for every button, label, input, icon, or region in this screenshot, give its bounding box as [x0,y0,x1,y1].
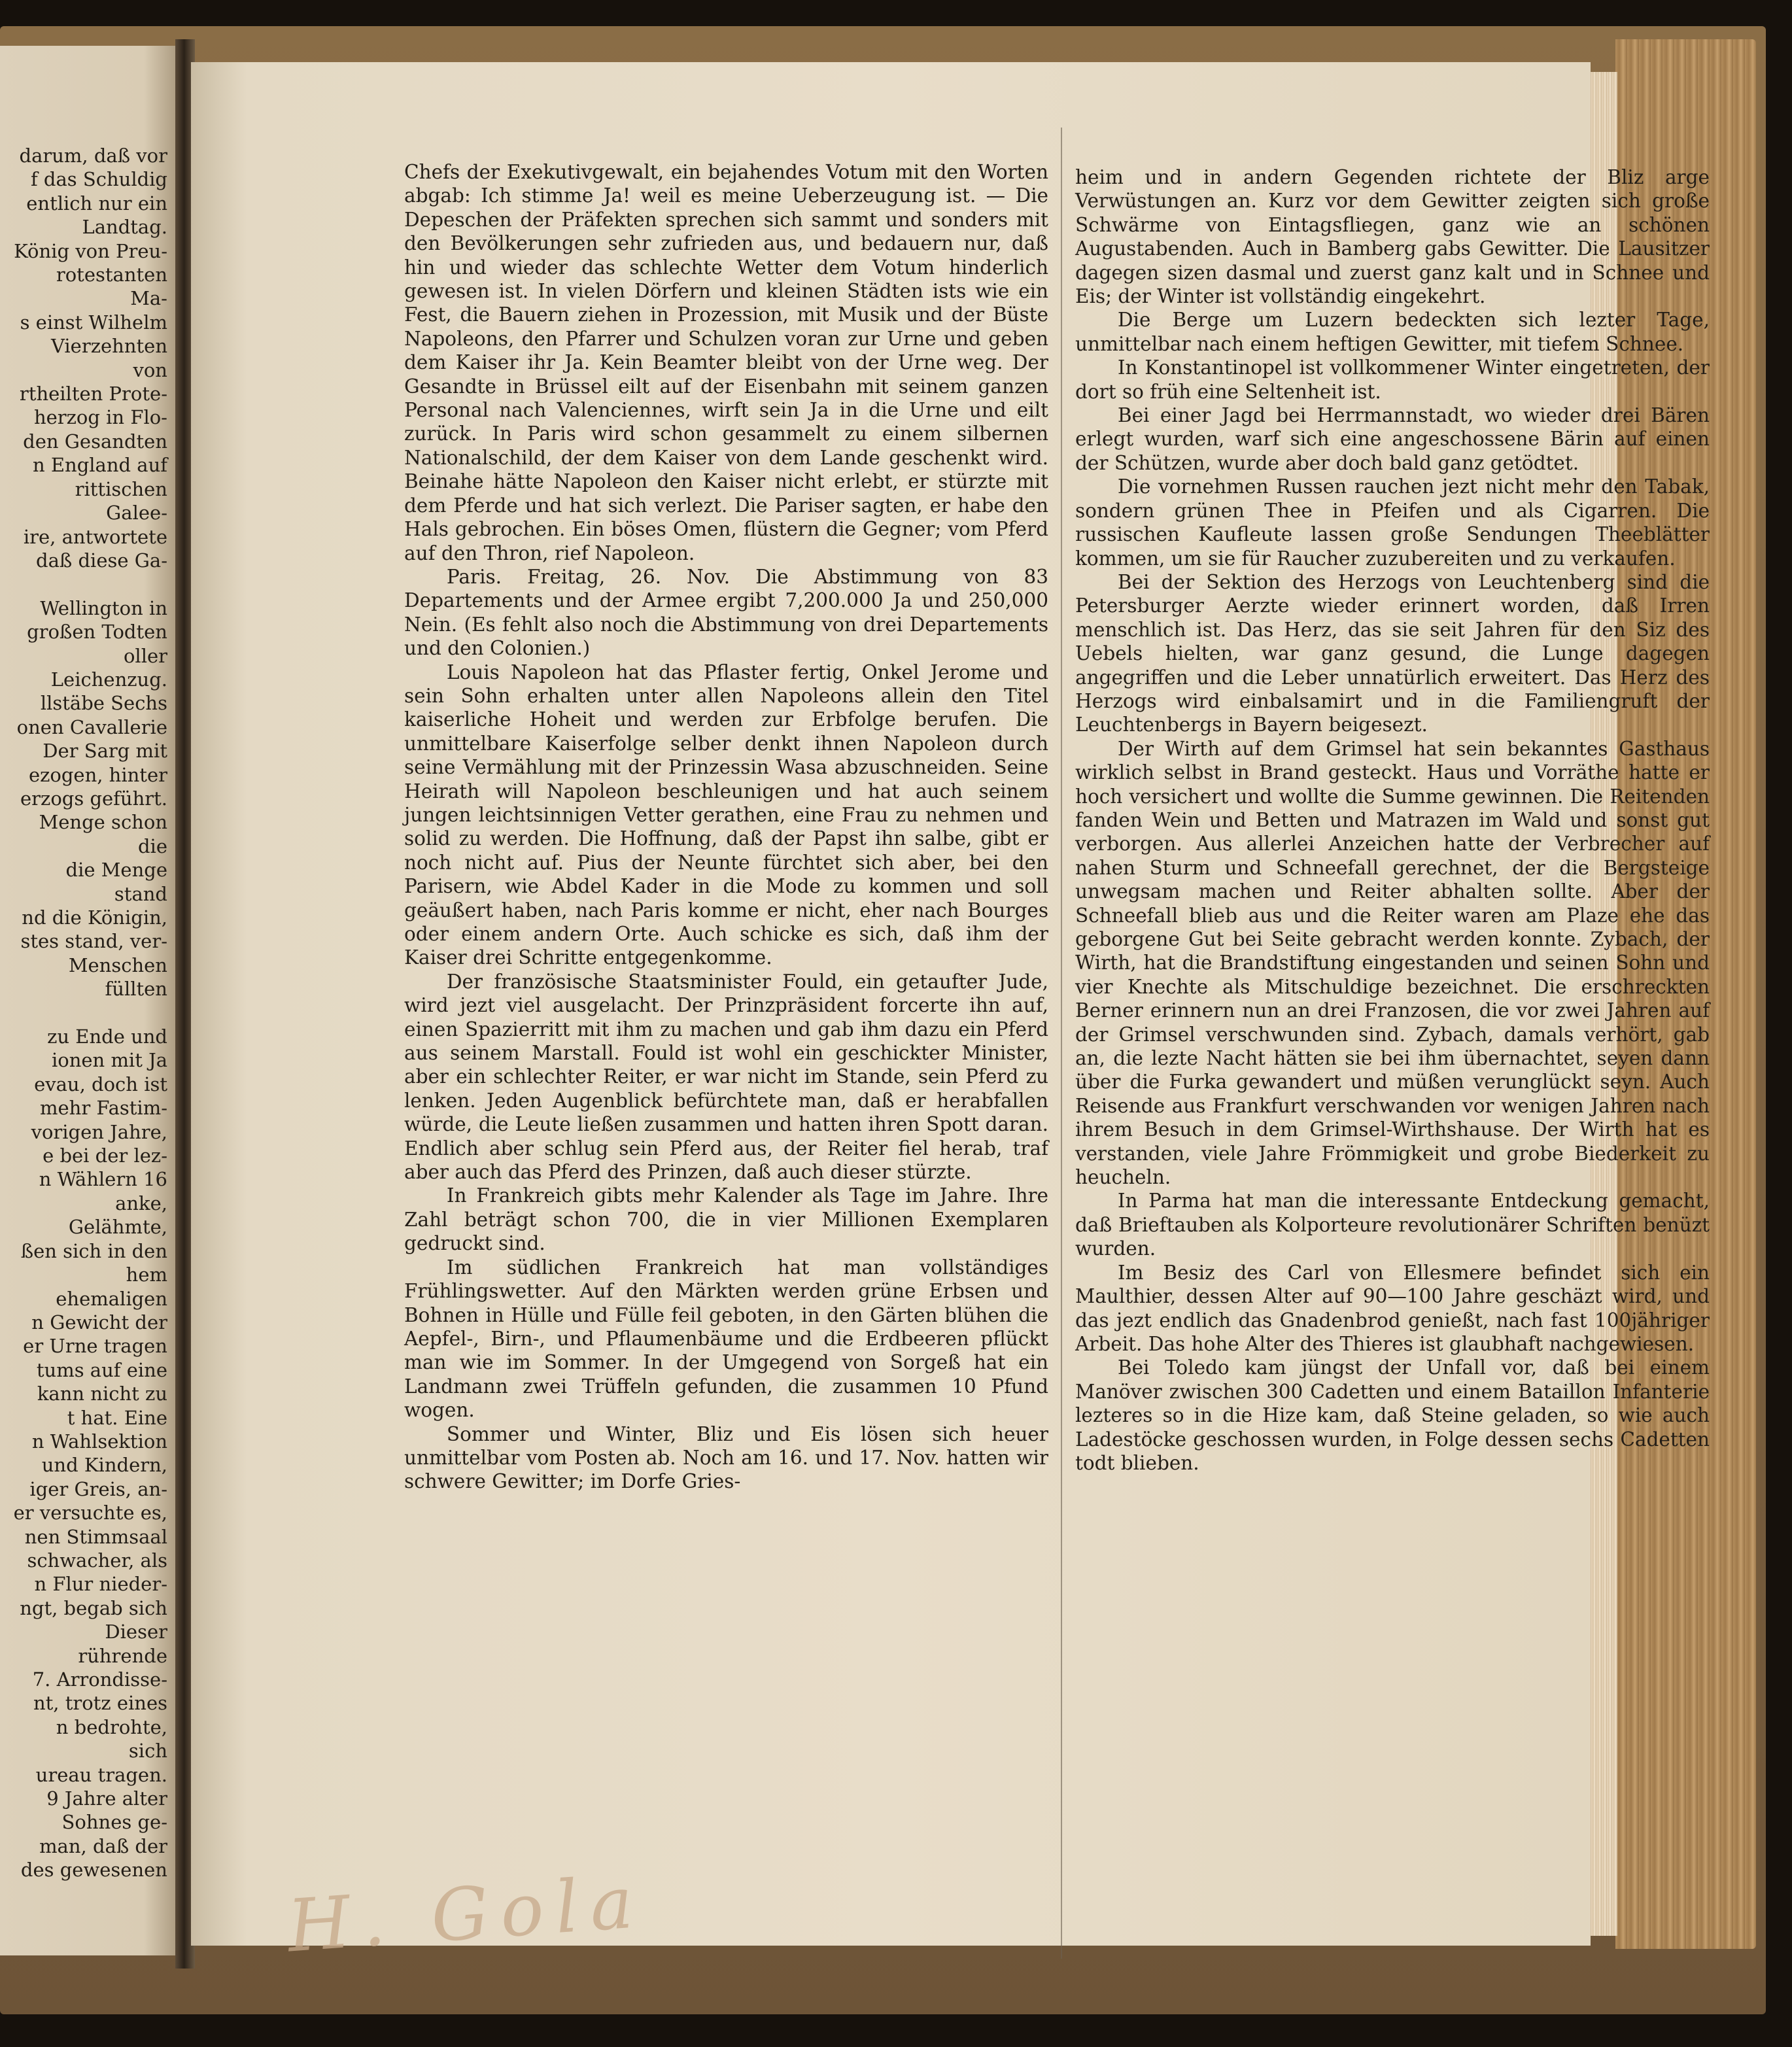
fragment-line: ßen sich in den [20,1239,167,1262]
right-page [191,62,1710,1946]
fragment-line: iger Greis, an- [29,1477,167,1500]
fragment-line: n Gewicht der [31,1311,167,1333]
fragment-line: die Menge stand [65,859,167,905]
fragment-line: n Wählern 16 [39,1168,167,1191]
ink-stamp: H. Gola [284,1859,647,1969]
article-paragraph: Der französische Staatsminister Fould, ein getaufter Jude, wird jezt viel ausgelacht. Der Prinzpräsident forcerte ihn auf, einen Spazierritt mit ihm zu machen und gab ihm dazu ein Pferd aus seinem Marstall. Fould ist wohl ein geschickter Minister, aber ein schlechter Reiter, er war nicht im Stande, sein Pferd zu lenken. Jeden Augenblick befürchtete man, daß er herabfallen würde, die Leute ließen zusammen und hatten ihren Spott daran. Endlich aber schlug sein Pferd aus, der Reiter fiel herab, traf aber auch das Pferd des Prinzen, daß auch dieser stürzte. [404,970,1048,1184]
fragment-line: kann nicht zu [37,1383,167,1405]
fragment-line: König von Preu- [14,239,167,262]
article-paragraph: Chefs der Exekutivgewalt, ein bejahendes Votum mit den Worten abgab: Ich stimme Ja! weil es meine Ueberzeugung ist. — Die Depeschen der Präfekten sprechen sich sammt und sonders mit den Bevölkerungen sehr zufrieden aus, und bedauern nur, daß hin und wieder das schlechte Wetter dem Votum hinderlich gewesen ist. In vielen Dörfern und kleinen Städten ists wie ein Fest, die Bauern ziehen in Prozession, mit Musik und der Büste Napoleons, den Pfarrer und Schulzen voran zur Urne und geben dem Kaiser ihr Ja. Kein Beamter bleibt von der Urne weg. Der Gesandte in Brüssel eilt auf der Eisenbahn mit seinem ganzen Personal nach Valenciennes, wirft sein Ja in die Urne und eilt zurück. In Paris wird schon gesammelt zu einem silbernen Nationalschild, der dem Kaiser von dem Lande geschenkt wird. Beinahe hätte Napoleon den Kaiser nicht erlebt, er stürzte mit dem Pferde und hat sich verlezt. Die Pariser sagten, er habe den Hals gebrochen. Ein böses Omen, flüstern die Gegner; vom Pferd auf den Thron, rief Napoleon. [404,161,1048,564]
fragment-line: n Wahlsektion [31,1430,167,1453]
article-paragraph: Im Besiz des Carl von Ellesmere befindet sich ein Maulthier, dessen Alter auf 90—100 Jahre geschäzt wird, und das jezt endlich das Gnadenbrod genießt, nach fast 100jähriger Arbeit. Das hohe Alter des Thieres ist glaubhaft nachgewiesen. [1075,1261,1710,1355]
article-paragraph: Sommer und Winter, Bliz und Eis lösen sich heuer unmittelbar vom Posten ab. Noch am 16. und 17. Nov. hatten wir schwere Gewitter; im Dorfe Gries- [404,1422,1048,1493]
fragment-line: Vierzehnten von [50,335,167,381]
fragment-line: herzog in Flo- [33,406,167,429]
article-paragraph: In Konstantinopel ist vollkommener Winter eingetreten, der dort so früh eine Seltenheit ist. [1075,356,1710,403]
fragment-line: Wellington in [40,596,167,619]
fragment-line: rotestanten Ma- [56,264,167,310]
article-paragraph: Bei der Sektion des Herzogs von Leuchtenberg sind die Petersburger Aerzte wieder erinnert worden, daß Irren menschlich ist. Das Herz, das sie seit Jahren für den Siz des Uebels hielten, war ganz gesund, die Lunge dagegen angegriffen und die Leber unnatürlich erweitert. Das Herz des Herzogs wird einbalsamirt und in die Familiengruft der Leuchtenbergs in Bayern beigesezt. [1075,570,1710,736]
fragment-line: oller Leichenzug. [50,644,167,691]
fragment-line: er Urne tragen [23,1335,167,1358]
fragment-line: darum, daß vor [19,145,167,167]
column-divider [1061,128,1062,1959]
fragment-line: nen Stimmsaal [24,1525,167,1548]
fragment-line: rittischen Galee- [75,477,167,525]
article-paragraph: Der Wirth auf dem Grimsel hat sein bekanntes Gasthaus wirklich selbst in Brand gesteckt. Haus und Vorräthe hatte er hoch versichert und wollte die Summe gewinnen. Die Reitenden fanden Wein und Betten und Matrazen im Wald und sonst gut verborgen. Aus allerlei Anzeichen hatte der Verbrecher auf nahen Sturm und Schneefall gerechnet, der die Bergsteige unwegsam machen und Reiter abhalten sollte. Aber der Schneefall blieb aus und die Reiter waren am Plaze ehe das geborgene Gut bei Seite gebracht werden konnte. Zybach, der Wirth, hat die Brandstiftung eingestanden und seinen Sohn und vier Knechte als Mitschuldige bezeichnet. Die erschreckten Berner erinnern nun an drei Franzosen, die vor zwei Jahren auf der Grimsel verschwunden sind. Zybach, damals verhört, gab an, die lezte Nacht hätten sie bei ihm übernachtet, seyen dann über die Furka gewandert und müßen verunglückt seyn. Auch Reisende aus Frankfurt verschwanden vor wenigen Jahren nach ihrem Besuch in dem Grimsel-Wirthshause. Der Wirth hat es verstanden, viele Jahre Frömmigkeit und grobe Biederkeit zu heucheln. [1075,737,1710,1189]
fragment-line: des gewesenen [20,1859,167,1882]
fragment-line [13,1001,167,1025]
fragment-line: er versuchte es, [13,1502,167,1524]
fragment-line: entlich nur ein [26,192,167,215]
article-paragraph: Die vornehmen Russen rauchen jezt nicht mehr den Tabak, sondern grünen Thee in Pfeifen und als Cigarren. Die russischen Kaufleute lassen große Sendungen Theeblätter kommen, um sie für Raucher zuzubereiten und zu verkaufen. [1075,475,1710,570]
fragment-line: Landtag. [82,216,167,239]
fragment-line: onen Cavallerie [16,715,167,738]
fragment-line: ngt, begab sich [20,1596,167,1619]
article-paragraph: Im südlichen Frankreich hat man vollständiges Frühlingswetter. Auf den Märkten werden grüne Erbsen und Bohnen in Hülle und Fülle feil geboten, in den Gärten blühen die Aepfel-, Birn-, und Pflaumenbäume und die Erdbeeren pflückt man wie im Sommer. In der Umgegend von Sorgeß hat ein Landmann zwei Trüffeln gefunden, die zusammen 10 Pfund wogen. [404,1256,1048,1422]
fragment-line: und Kindern, [41,1454,167,1477]
fragment-line: hem ehemaligen [56,1264,167,1310]
fragment-line: Der Sarg mit [43,740,167,763]
article-paragraph: Louis Napoleon hat das Pflaster fertig, Onkel Jerome und sein Sohn erhalten unter allen Napoleons allein den Titel kaiserliche Hoheit und werden zur Erbfolge berufen. Die unmittelbare Kaiserfolge selber denkt ihnen Napoleon durch seine Vermählung mit der Prinzessin Wasa abzuschneiden. Seine Heirath will Napoleon beschleunigen und hat auch seinem jungen leichtsinnigen Vetter gerathen, eine Frau zu nehmen und solid zu werden. Die Hoffnung, daß der Papst ihn salbe, gibt er noch nicht auf. Pius der Neunte fürchtet sich aber, bei den Parisern, wie Abdel Kader in die Mode zu kommen und soll geäußert haben, nach Paris komme er nicht, eher nach Bourges oder einem andern Orte. Auch schicke es sich, daß ihm der Kaiser drei Schritte entgegenkomme. [404,661,1048,969]
fragment-line: tums auf eine [36,1358,167,1381]
fragment-line: Menge schon die [39,811,167,857]
left-page [0,46,180,1955]
fragment-line: s einst Wilhelm [20,311,167,334]
fragment-line: evau, doch ist [34,1073,167,1095]
left-column-fragment [13,144,167,1882]
fragment-line: stes stand, ver- [20,930,167,953]
fragment-line: daß diese Ga- [36,549,167,572]
right-column [1075,165,1710,1475]
article-paragraph: In Parma hat man die interessante Entdeckung gemacht, daß Brieftauben als Kolporteure revolutionärer Schriften benüzt wurden. [1075,1190,1710,1260]
fragment-line: ionen mit Ja [51,1049,167,1072]
article-paragraph: Die Berge um Luzern bedeckten sich lezter Tage, unmittelbar nach einem heftigen Gewitter, mit tiefem Schnee. [1075,309,1710,355]
fragment-line: ezogen, hinter [28,763,167,786]
fragment-line: schwacher, als [27,1549,167,1572]
fragment-line: anke, Gelähmte, [68,1192,167,1239]
fragment-line: den Gesandten [23,430,167,453]
article-paragraph: Bei Toledo kam jüngst der Unfall vor, daß bei einem Manöver zwischen 300 Cadetten und einem Bataillon Infanterie lezteres so in die Hize kam, daß Steine geladen, so wie auch Ladestöcke geschossen wurden, in Folge dessen sechs Cadetten todt blieben. [1075,1356,1710,1474]
fragment-line [13,572,167,596]
fragment-line: nt, trotz eines [33,1692,167,1715]
fragment-line: t hat. Eine [67,1406,167,1429]
fragment-line: e bei der lez- [43,1144,167,1167]
fragment-line: erzogs geführt. [20,787,167,810]
middle-column [404,160,1048,1494]
fragment-line: llstäbe Sechs [40,692,167,715]
fragment-line: ire, antwortete [23,525,167,548]
fragment-line: n bedrohte, sich [56,1715,167,1763]
fragment-line: Sohnes ge- [61,1811,167,1834]
fragment-line: vorigen Jahre, [31,1120,167,1143]
fragment-line: zu Ende und [47,1025,167,1048]
fragment-line: 9 Jahre alter [46,1787,167,1810]
fragment-line: Menschen füllten [68,954,167,1001]
fragment-line: nd die Königin, [22,906,167,929]
fragment-line: Dieser rührende [78,1621,167,1667]
article-paragraph: heim und in andern Gegenden richtete der Bliz arge Verwüstungen an. Kurz vor dem Gewitter zeigten sich große Schwärme von Eintagsfliegen, ganz wie an schönen Augustabenden. Auch in Bamberg gabs Gewitter. Die Lausitzer dagegen sizen dasmal und zuerst ganz kalt und in Schnee und Eis; der Winter ist vollständig eingekehrt. [1075,166,1710,308]
article-paragraph: Bei einer Jagd bei Herrmannstadt, wo wieder drei Bären erlegt wurden, warf sich eine angeschossene Bärin auf einen der Schützen, wurde aber doch bald ganz getödtet. [1075,404,1710,474]
fragment-line: großen Todten [27,621,167,644]
fragment-line: f das Schuldig [30,168,167,191]
fragment-line: man, daß der [39,1834,167,1857]
fragment-line: n Flur nieder- [34,1573,167,1596]
fragment-line: ureau tragen. [35,1763,167,1786]
article-paragraph: In Frankreich gibts mehr Kalender als Tage im Jahre. Ihre Zahl beträgt schon 700, die in vier Millionen Exemplaren gedruckt sind. [404,1184,1048,1255]
fragment-line: n England auf [32,454,167,477]
fragment-line: 7. Arrondisse- [32,1668,167,1691]
fragment-line: rtheilten Prote- [19,383,167,405]
article-paragraph: Paris. Freitag, 26. Nov. Die Abstimmung von 83 Departements und der Armee ergibt 7,200.000 Ja und 250,000 Nein. (Es fehlt also noch die Abstimmung von drei Departements und den Colonien.) [404,565,1048,660]
fragment-line: mehr Fastim- [40,1097,167,1120]
